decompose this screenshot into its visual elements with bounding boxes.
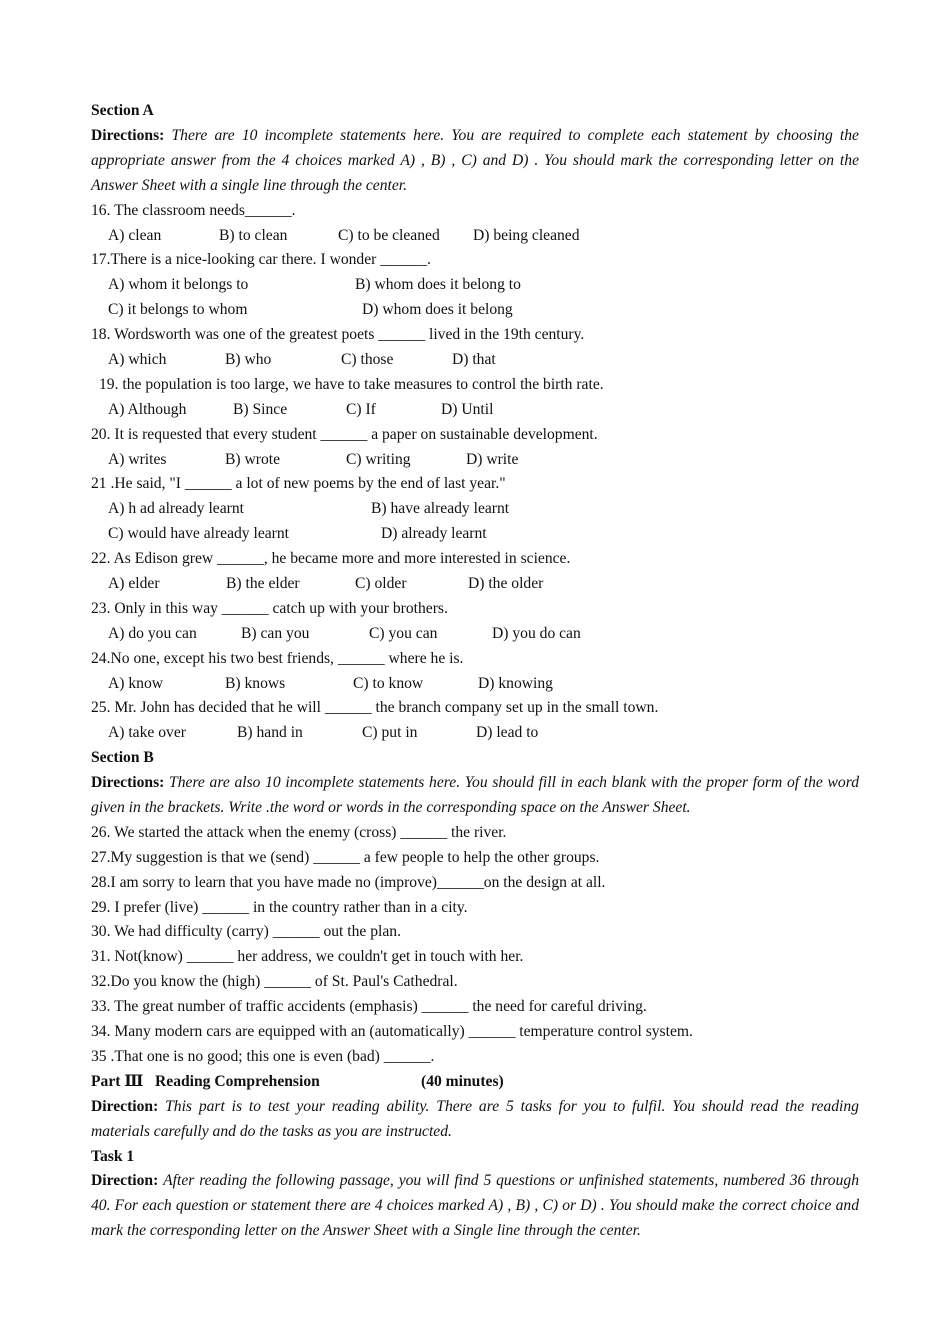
section-b-directions [91, 771, 859, 821]
direction-label: Direction: [91, 1172, 159, 1190]
option-b: B) who [225, 350, 272, 368]
option-c: C) you can [369, 624, 438, 642]
question-18: 18. Wordsworth was one of the greatest poets ______ lived in the 19th century. [91, 326, 585, 344]
question-35: 35 .That one is no good; this one is even (bad) ______. [91, 1047, 435, 1065]
option-c: C) older [355, 574, 407, 592]
part-iii-direction [91, 1095, 859, 1145]
options-25 [91, 721, 859, 746]
options-18 [91, 348, 859, 373]
options-19 [91, 398, 859, 423]
option-a: A) writes [108, 450, 167, 468]
question-26: 26. We started the attack when the enemy (cross) ______ the river. [91, 823, 507, 841]
option-a: A) take over [108, 724, 186, 742]
options-20 [91, 448, 859, 473]
option-a: A) whom it belongs to [108, 276, 249, 294]
task-1-title: Task 1 [91, 1147, 135, 1165]
option-d: D) you do can [492, 624, 581, 642]
option-a: A) know [108, 674, 164, 692]
section-b-title: Section B [91, 749, 154, 767]
option-c: C) those [341, 350, 394, 368]
question-34: 34. Many modern cars are equipped with an (automatically) ______ temperature control system. [91, 1023, 693, 1041]
option-a: A) Although [108, 400, 187, 418]
options-17-ab [91, 273, 859, 298]
option-a: A) which [108, 350, 167, 368]
question-25: 25. Mr. John has decided that he will ______ the branch company set up in the small town. [91, 699, 659, 717]
options-23 [91, 622, 859, 647]
question-22: 22. As Edison grew ______, he became more and more interested in science. [91, 550, 571, 568]
question-24: 24.No one, except his two best friends, ______ where he is. [91, 649, 464, 667]
question-17: 17.There is a nice-looking car there. I wonder ______. [91, 251, 431, 269]
document-page [91, 99, 859, 1244]
section-a-directions [91, 124, 859, 199]
option-a: A) clean [108, 226, 162, 244]
option-d: D) whom does it belong [362, 301, 513, 319]
option-c: C) would have already learnt [108, 525, 289, 543]
option-b: B) wrote [225, 450, 280, 468]
question-21: 21 .He said, "I ______ a lot of new poems by the end of last year." [91, 475, 506, 493]
option-b: B) to clean [219, 226, 288, 244]
question-23: 23. Only in this way ______ catch up with your brothers. [91, 599, 448, 617]
question-20: 20. It is requested that every student ______ a paper on sustainable development. [91, 425, 598, 443]
options-21-ab [91, 497, 859, 522]
directions-text: There are also 10 incomplete statements here. You should fill in each blank with the proper form of the word given in the brackets. Write .the word or words in the corresponding space on the Answer Sheet. [91, 774, 859, 816]
directions-text: There are 10 incomplete statements here. You are required to complete each statement by choosing the appropriate answer from the 4 choices marked A) , B) , C) and D) . You should mark the corresponding letter on the Answer Sheet with a single line through the center. [91, 126, 859, 194]
question-32: 32.Do you know the (high) ______ of St. Paul's Cathedral. [91, 973, 458, 991]
question-30: 30. We had difficulty (carry) ______ out the plan. [91, 923, 401, 941]
option-b: B) knows [225, 674, 286, 692]
option-d: D) being cleaned [473, 226, 580, 244]
direction-text: After reading the following passage, you will find 5 questions or unfinished statements, numbered 36 through 40. For each question or statement there are 4 choices marked A) , B) , C) or D) . You should make the correct choice and mark the corresponding letter on the Answer Sheet with a Single line through the center. [91, 1172, 859, 1240]
directions-label: Directions: [91, 774, 165, 792]
part-iii-heading [91, 1070, 859, 1095]
question-28: 28.I am sorry to learn that you have made no (improve)______on the design at all. [91, 873, 606, 891]
option-c: C) If [346, 400, 376, 418]
option-b: B) the elder [226, 574, 300, 592]
question-33: 33. The great number of traffic accidents (emphasis) ______ the need for careful driving. [91, 998, 647, 1016]
question-27: 27.My suggestion is that we (send) ______ a few people to help the other groups. [91, 848, 600, 866]
options-17-cd [91, 298, 859, 323]
option-b: B) whom does it belong to [355, 276, 521, 294]
options-22 [91, 572, 859, 597]
option-b: B) Since [233, 400, 288, 418]
option-c: C) it belongs to whom [108, 301, 248, 319]
question-19: 19. the population is too large, we have to take measures to control the birth rate. [99, 375, 604, 393]
option-c: C) put in [362, 724, 418, 742]
option-b: B) hand in [237, 724, 303, 742]
option-a: A) do you can [108, 624, 197, 642]
option-d: D) that [452, 350, 496, 368]
options-21-cd [91, 522, 859, 547]
option-d: D) Until [441, 400, 494, 418]
task-1-direction [91, 1169, 859, 1244]
option-c: C) writing [346, 450, 411, 468]
option-d: D) knowing [478, 674, 553, 692]
options-16 [91, 224, 859, 249]
question-16: 16. The classroom needs______. [91, 201, 296, 219]
options-24 [91, 672, 859, 697]
option-d: D) the older [468, 574, 544, 592]
option-a: A) h ad already learnt [108, 500, 244, 518]
part-iii-time: (40 minutes) [421, 1072, 504, 1090]
section-a-title: Section A [91, 102, 154, 119]
directions-label: Directions: [91, 126, 165, 144]
direction-label: Direction: [91, 1097, 159, 1115]
part-iii-title: Part Ⅲ Reading Comprehension [91, 1072, 320, 1090]
option-b: B) can you [241, 624, 310, 642]
option-c: C) to know [353, 674, 424, 692]
option-d: D) already learnt [381, 525, 487, 543]
direction-text: This part is to test your reading ability. There are 5 tasks for you to fulfil. You should read the reading materials carefully and do the tasks as you are instructed. [91, 1097, 859, 1140]
option-d: D) write [466, 450, 519, 468]
option-a: A) elder [108, 574, 160, 592]
option-b: B) have already learnt [371, 500, 510, 518]
option-d: D) lead to [476, 724, 539, 742]
question-31: 31. Not(know) ______ her address, we couldn't get in touch with her. [91, 948, 524, 966]
question-29: 29. I prefer (live) ______ in the country rather than in a city. [91, 898, 468, 916]
option-c: C) to be cleaned [338, 226, 440, 244]
